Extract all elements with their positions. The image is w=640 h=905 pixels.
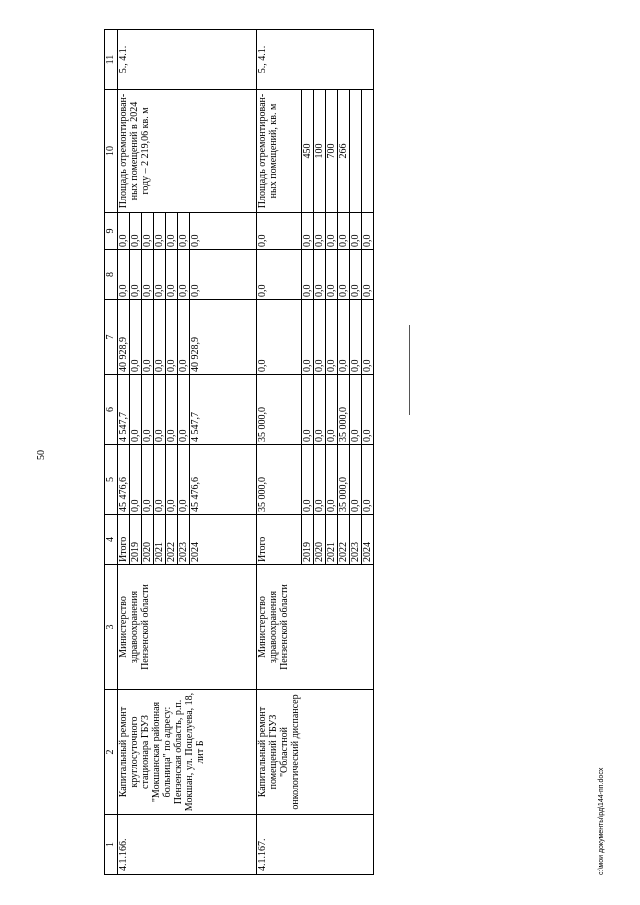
value-cell: 0,0	[302, 445, 314, 515]
year-cell: Итого	[118, 515, 130, 565]
value-cell: 0,0	[118, 250, 130, 300]
program-table	[104, 29, 374, 875]
value-cell: 0,0	[350, 375, 362, 445]
value-cell: 0,0	[118, 213, 130, 250]
value-cell: 0,0	[154, 375, 166, 445]
value-cell: 0,0	[326, 213, 338, 250]
value-cell: 35 000,0	[338, 445, 350, 515]
value-cell: 0,0	[314, 250, 326, 300]
value-cell: 0,0	[362, 300, 374, 375]
separator-line	[409, 325, 410, 415]
table-row	[118, 30, 130, 875]
value-cell: 0,0	[142, 250, 154, 300]
value-cell: 0,0	[314, 300, 326, 375]
header-cell: 10	[105, 90, 118, 213]
value-cell: 0,0	[154, 445, 166, 515]
header-cell: 6	[105, 375, 118, 445]
value-cell: 0,0	[178, 375, 190, 445]
value-cell: 0,0	[178, 445, 190, 515]
year-cell: 2019	[130, 515, 142, 565]
item-executor: Министерство здравоохранения Пензенской области	[257, 565, 374, 690]
header-cell: 4	[105, 515, 118, 565]
value-cell: 35 000,0	[257, 375, 302, 445]
item-number: 4.1.166.	[118, 815, 257, 875]
value-cell: 0,0	[326, 445, 338, 515]
value-cell: 0,0	[142, 375, 154, 445]
table-row	[257, 30, 302, 875]
value-cell: 0,0	[257, 250, 302, 300]
value-cell: 4 547,7	[118, 375, 130, 445]
value-cell: 0,0	[130, 300, 142, 375]
file-path: c:\мои документы\рд\144-пп.docx	[598, 767, 605, 875]
header-cell: 8	[105, 250, 118, 300]
value-cell: 0,0	[154, 300, 166, 375]
header-cell: 5	[105, 445, 118, 515]
value-cell: 0,0	[166, 250, 178, 300]
header-cell: 11	[105, 30, 118, 90]
value-cell: 0,0	[338, 250, 350, 300]
header-cell: 2	[105, 690, 118, 815]
value-cell: 0,0	[362, 375, 374, 445]
value-cell: 0,0	[326, 300, 338, 375]
value-cell: 0,0	[350, 213, 362, 250]
value-cell: 0,0	[338, 300, 350, 375]
page-number: 50	[36, 450, 47, 460]
year-cell: 2019	[302, 515, 314, 565]
indicator-value: 100	[314, 90, 326, 213]
value-cell: 0,0	[314, 213, 326, 250]
reference-cell: 5., 4.1.	[118, 30, 257, 90]
value-cell: 0,0	[350, 250, 362, 300]
value-cell: 45 476,6	[190, 445, 257, 515]
item-executor: Министерство здравоохранения Пензенской области	[118, 565, 257, 690]
year-cell: 2024	[362, 515, 374, 565]
value-cell: 0,0	[190, 213, 257, 250]
value-cell: 0,0	[302, 375, 314, 445]
year-cell: 2021	[154, 515, 166, 565]
year-cell: 2022	[166, 515, 178, 565]
value-cell: 0,0	[130, 375, 142, 445]
value-cell: 40 928,9	[118, 300, 130, 375]
indicator-value	[362, 90, 374, 213]
value-cell: 0,0	[350, 300, 362, 375]
indicator-text: Площадь отремонтирован-ных помещений в 2024 году – 2 219,06 кв. м	[118, 90, 257, 213]
value-cell: 0,0	[302, 250, 314, 300]
header-cell: 1	[105, 815, 118, 875]
value-cell: 0,0	[314, 445, 326, 515]
value-cell: 0,0	[130, 445, 142, 515]
value-cell: 0,0	[178, 300, 190, 375]
value-cell: 0,0	[362, 213, 374, 250]
value-cell: 35 000,0	[338, 375, 350, 445]
value-cell: 0,0	[302, 300, 314, 375]
indicator-value	[350, 90, 362, 213]
item-number: 4.1.167.	[257, 815, 374, 875]
value-cell: 0,0	[257, 300, 302, 375]
header-cell: 3	[105, 565, 118, 690]
value-cell: 0,0	[166, 300, 178, 375]
value-cell: 0,0	[130, 250, 142, 300]
value-cell: 0,0	[142, 445, 154, 515]
indicator-value: 700	[326, 90, 338, 213]
value-cell: 0,0	[257, 213, 302, 250]
value-cell: 0,0	[142, 213, 154, 250]
indicator-value: 266	[338, 90, 350, 213]
value-cell: 0,0	[302, 213, 314, 250]
value-cell: 0,0	[326, 250, 338, 300]
year-cell: 2023	[178, 515, 190, 565]
value-cell: 4 547,7	[190, 375, 257, 445]
reference-cell: 5., 4.1.	[257, 30, 374, 90]
value-cell: 0,0	[166, 445, 178, 515]
value-cell: 0,0	[362, 250, 374, 300]
year-cell: 2020	[314, 515, 326, 565]
value-cell: 0,0	[362, 445, 374, 515]
year-cell: 2024	[190, 515, 257, 565]
value-cell: 0,0	[338, 213, 350, 250]
value-cell: 0,0	[130, 213, 142, 250]
value-cell: 0,0	[314, 375, 326, 445]
header-cell: 9	[105, 213, 118, 250]
year-cell: 2023	[350, 515, 362, 565]
value-cell: 0,0	[142, 300, 154, 375]
year-cell: 2022	[338, 515, 350, 565]
year-cell: 2021	[326, 515, 338, 565]
value-cell: 0,0	[166, 213, 178, 250]
indicator-value: 450	[302, 90, 314, 213]
value-cell: 0,0	[166, 375, 178, 445]
indicator-text: Площадь отремонтирован-ных помещений, кв. м	[257, 90, 302, 213]
value-cell: 0,0	[154, 250, 166, 300]
value-cell: 0,0	[326, 375, 338, 445]
value-cell: 45 476,6	[118, 445, 130, 515]
year-cell: 2020	[142, 515, 154, 565]
value-cell: 0,0	[178, 213, 190, 250]
value-cell: 0,0	[178, 250, 190, 300]
header-cell: 7	[105, 300, 118, 375]
header-row	[105, 30, 118, 875]
value-cell: 40 928,9	[190, 300, 257, 375]
value-cell: 0,0	[154, 213, 166, 250]
year-cell: Итого	[257, 515, 302, 565]
value-cell: 35 000,0	[257, 445, 302, 515]
value-cell: 0,0	[190, 250, 257, 300]
value-cell: 0,0	[350, 445, 362, 515]
item-name: Капитальный ремонт помещений ГБУЗ "Областной онкологический диспансер	[257, 690, 374, 815]
item-name: Капитальный ремонт круглосуточного стационара ГБУЗ "Мокшанская районная больница" по адресу: Пензенская область, р.п. Мокшан, ул. Поцелуева, 18, лит Б	[118, 690, 257, 815]
